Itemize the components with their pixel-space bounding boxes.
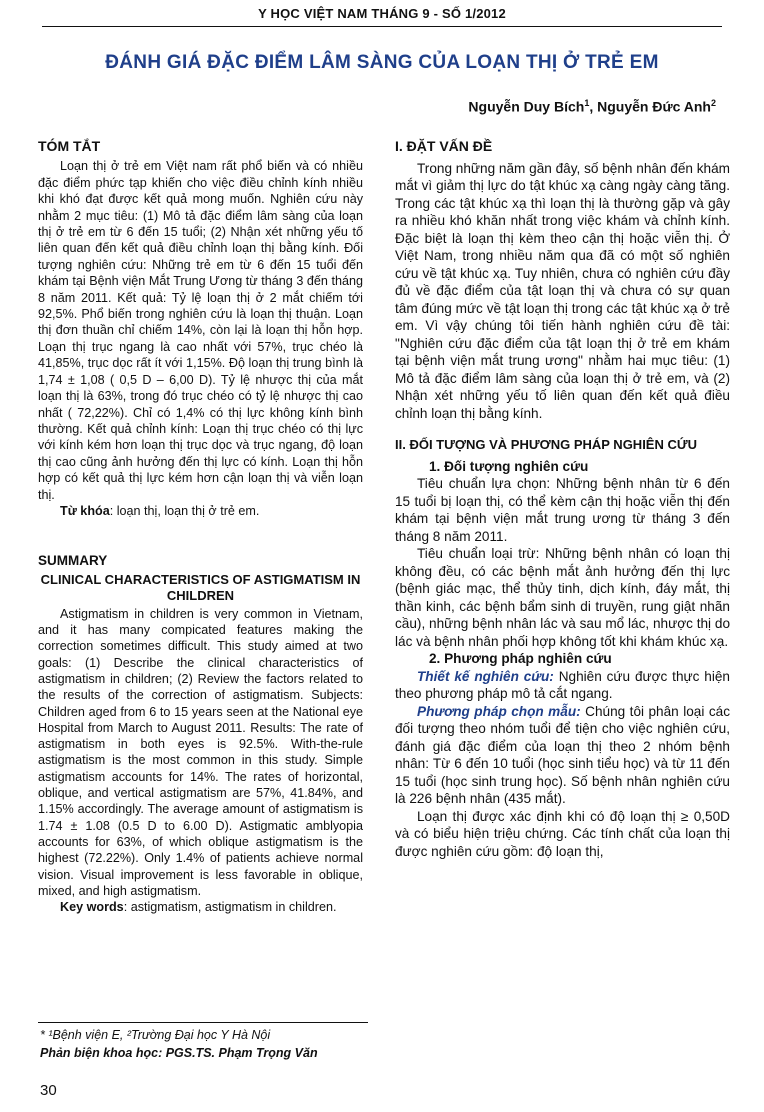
en-keywords-label: Key words [60, 900, 124, 915]
author-1-affil: 1 [584, 98, 590, 108]
footnote-rule [38, 1022, 368, 1023]
author-separator: , [589, 98, 598, 115]
study-design [395, 668, 730, 703]
en-keywords [38, 899, 363, 915]
article-title: ĐÁNH GIÁ ĐẶC ĐIỂM LÂM SÀNG CỦA LOẠN THỊ Ở TRẺ EM [105, 52, 659, 73]
vn-keywords-label: Từ khóa [60, 503, 110, 518]
reviewer-footnote: Phản biện khoa học: PGS.TS. Phạm Trọng Văn [40, 1046, 318, 1060]
astigmatism-definition: Loạn thị được xác định khi có độ loạn thị ≥ 0,50D và có biểu hiện triệu chứng. Các tính chất của loạn thị được nghiên cứu gồm: độ loạn thị, [395, 808, 730, 859]
vn-keywords-text: : loạn thị, loạn thị ở trẻ em. [109, 503, 260, 518]
affiliation-footnote: * ¹Bệnh viện E, ²Trường Đại học Y Hà Nội [40, 1028, 271, 1042]
author-1: Nguyễn Duy Bích [468, 98, 585, 115]
sampling-method-label: Phương pháp chọn mẫu: [417, 703, 581, 719]
left-column [38, 138, 363, 915]
summary-title: CLINICAL CHARACTERISTICS OF ASTIGMATISM IN CHILDREN [40, 571, 361, 603]
authors [468, 98, 716, 115]
vn-keywords [38, 503, 363, 519]
sampling-method [395, 703, 730, 808]
journal-header: Y HỌC VIỆT NAM THÁNG 9 - SỐ 1/2012 [258, 6, 506, 21]
abstract-heading: TÓM TẮT [38, 138, 101, 154]
section-1-heading: I. ĐẶT VẤN ĐỀ [395, 138, 493, 154]
exclusion-criteria: Tiêu chuẩn loại trừ: Những bệnh nhân có loạn thị không đều, có các bệnh mắt ảnh hưởng đến thị lực (bệnh giác mạc, thể thủy tinh, dịch kính, đáy mắt, thị thần kinh, các bệnh bẩm sinh di truyền, rung giật nhãn cầu), những bệnh nhân lác và sau mổ lác, nhược thị do lác và bệnh nhân phối hợp không tốt khi khám khúc xạ. [395, 546, 730, 649]
summary-paragraph: Astigmatism in children is very common in Vietnam, and it has many compicated features making the correction sometimes difficult. This study aimed at two goals: (1) Describe the clinical characteristics of astigmatism in children; (2) Review the factors related to the results of the correction of astigmatism. Subjects: Children aged from 6 to 15 years seen at the National eye Hospital from March to August 2011. Results: The rate of astigmatism in both eyes is 92.5%. With-the-rule astigmatism is the most common in this study. Simple astigmatism accounts for 14%. The rates of horizontal, oblique, and vertical astigmatism are 57%, 41.84%, and 1.15% accordingly. The average amount of astigmatism is 1.74 ± 1.08 (0.5 D to 6.00 D). Astigmatic amblyopia accounts for 63%, of which oblique astigmatism is the highest (72.22%). Only 1.4% of patients achieve normal vision. Visual improvement is less favorable in oblique, mixed, and high astigmatism. [38, 606, 363, 898]
abstract-paragraph: Loạn thị ở trẻ em Việt nam rất phổ biến và có nhiều đặc điểm phức tạp khiến cho việc điều chỉnh kính nhiều khi khó đạt được kết quả mong muốn. Nghiên cứu này nhằm 2 mục tiêu: (1) Mô tả đặc điểm lâm sàng của loạn thị ở trẻ em từ 6 đến 15 tuổi; (2) Nhận xét những yếu tố liên quan đến kết quả điều chỉnh loạn thị bằng kính. Đối tượng nghiên cứu: Những trẻ em từ 6 đến 15 tuổi đến khám tại Bệnh viện Mắt Trung Ương từ tháng 3 đến tháng 8 năm 2011. Kết quả: Tỷ lệ loạn thị ở 2 mắt chiếm tới 92,5%. Phổ biến trong nghiên cứu là loạn thị thuận. Loạn thị đơn thuần chỉ chiếm 14%, còn lại là loạn thị hỗn hợp. Loạn thị trục ngang là cao nhất với 57%, trục chéo là 41,85%, trục dọc rất ít với 1,15%. Độ loạn thị trung bình là 1,74 ± 1,08 ( 0,5 D – 6,00 D). Tỷ lệ nhược thị của mắt loạn thị là 63%, trong đó trục chéo có tỷ lệ nhược thị cao nhất ( 72,22%). Chỉ có 1,4% có thị lực không kính bình thường. Kết quả chỉnh kính: Loạn thị trục chéo có thị lực với kính kém hơn loạn thị trục dọc và trục ngang, độ loạn thị cao cũng ảnh hưởng đến thị lực có kính. Loạn thị hỗn hợp có kết quả thị lực kém hơn cận loạn thị và viễn loạn thị. [38, 159, 363, 502]
author-2: Nguyễn Đức Anh [597, 98, 711, 115]
section-1-paragraph: Trong những năm gần đây, số bệnh nhân đến khám mắt vì giảm thị lực do tật khúc xạ càng ngày càng tăng. Trong các tật khúc xạ thì loạn thị là thường gặp và gây ra nhiều khó khăn nhất trong việc khám và chỉnh kính. Đặc biệt là loạn thị kèm theo cận thị hoặc viễn thị. Ở Việt Nam, trong nhiều năm qua đã có một số nghiên cứu về tật khúc xạ. Tuy nhiên, chưa có nghiên cứu đầy đủ về đặc điểm của tật loạn thị và chưa có sự quan tâm đúng mức về tật loạn thị trong các tật khúc xạ ở trẻ em. Vì vậy chúng tôi tiến hành nghiên cứu đề tài: "Nghiên cứu đặc điểm của tật loạn thị ở trẻ em khám tại bệnh viện mắt trung ương" nhằm hai mục tiêu: (1) Mô tả đặc điểm lâm sàng của loạn thị ở trẻ em, và (2) Nhận xét những yếu tố liên quan đến kết quả điều chỉnh loạn thị bằng kính. [395, 160, 730, 421]
sampling-method-text: Chúng tôi phân loại các đối tượng theo nhóm tuổi để tiện cho việc nghiên cứu, đánh giá đặc điểm của loạn thị theo 2 nhóm bệnh nhân: Từ 6 đến 10 tuổi (học sinh tiểu học) và từ 11 đến 15 tuổi (học sinh trung học). Số bệnh nhân nghiên cứu là 226 bệnh nhân (435 mắt). [395, 703, 730, 806]
study-design-label: Thiết kế nghiên cứu: [417, 668, 554, 684]
en-keywords-text: : astigmatism, astigmatism in children. [123, 900, 337, 915]
subsection-2-heading: 2. Phương pháp nghiên cứu [429, 651, 612, 666]
page-number: 30 [40, 1082, 57, 1099]
right-column [395, 138, 730, 860]
section-2-heading: II. ĐỐI TƯỢNG VÀ PHƯƠNG PHÁP NGHIÊN CỨU [395, 437, 698, 452]
inclusion-criteria: Tiêu chuẩn lựa chọn: Những bệnh nhân từ 6 đến 15 tuổi bị loạn thị, có thể kèm cận thị hoặc viễn thị đến khám tại bệnh viện mắt trung ương từ tháng 3 đến tháng 8 năm 2011. [395, 476, 730, 544]
header-rule [42, 26, 722, 27]
summary-heading: SUMMARY [38, 553, 108, 569]
author-2-affil: 2 [710, 98, 716, 108]
study-design-text: Nghiên cứu được thực hiện theo phương pháp mô tả cắt ngang. [395, 668, 730, 701]
subsection-1-heading: 1. Đối tượng nghiên cứu [429, 458, 589, 474]
